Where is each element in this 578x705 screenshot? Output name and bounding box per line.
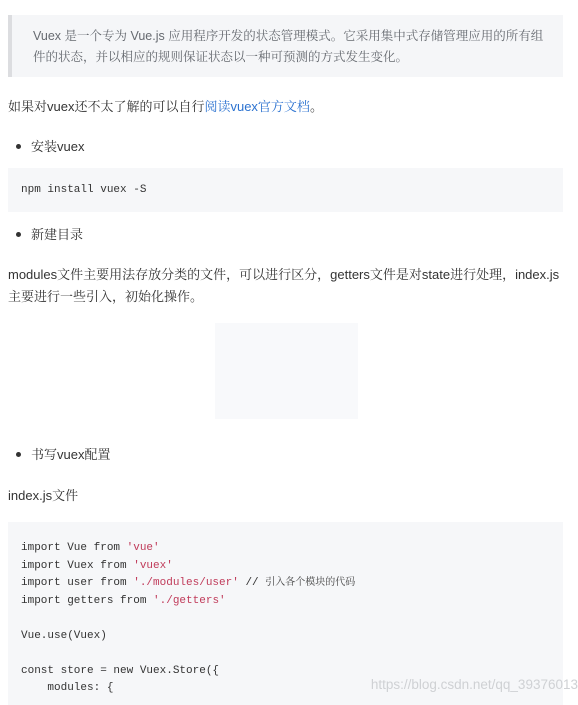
bullet-dot [16,232,21,237]
code-pre: Vue.use(Vuex) [21,629,107,642]
intro-paragraph [8,96,323,118]
step-label: 书写vuex配置 [31,447,111,462]
install-command: npm install vuex -S [21,184,147,196]
list-item [16,137,84,157]
code-line [21,539,550,557]
list-item [16,225,83,245]
step-label: 新建目录 [31,227,84,242]
vuex-docs-link[interactable]: 阅读vuex官方文档 [204,99,310,114]
code-pre: import Vuex from [21,559,134,572]
intro-text: 如果对vuex还不太了解的可以自行 [8,99,205,114]
code-str: 'vuex' [133,559,173,572]
code-str: 'vue' [126,542,160,554]
code-pre: import getters from [21,594,154,607]
code-pre: modules: { [21,682,114,694]
code-line [21,592,550,610]
code-pre: import user from [21,577,134,589]
code-line [21,627,550,645]
bullet-dot [16,144,21,149]
code-pre: const store = new Vuex.Store({ [21,664,220,677]
blockquote [8,15,563,77]
code-str: './modules/user' [133,577,239,589]
code-pre: import Vue from [21,542,127,554]
watermark: https://blog.csdn.net/qq_39376013 [370,677,578,692]
code-line [21,644,550,662]
blockquote-text: Vuex 是一个专为 Vue.js 应用程序开发的状态管理模式。它采用集中式存储管理应用的所有组件的状态，并以相应的规则保证状态以一种可预测的方式发生变化。 [33,29,544,64]
code-comment: 引入各个模块的代码 [265,577,356,588]
index-file-label: index.js文件 [8,488,79,503]
list-item [16,445,110,465]
directory-image [215,323,358,419]
bullet-dot [16,452,21,457]
modules-description: modules文件主要用法存放分类的文件，可以进行区分，getters文件是对state进行处理，index.js主要进行一些引入，初始化操作。 [8,267,560,304]
code-line [21,557,550,575]
code-str: './getters' [153,594,226,607]
code-post: // [238,577,266,589]
step-label: 安装vuex [31,139,85,154]
code-line [21,574,550,592]
install-code-block [8,168,563,212]
code-line [21,609,550,627]
intro-suffix: 。 [309,99,323,114]
